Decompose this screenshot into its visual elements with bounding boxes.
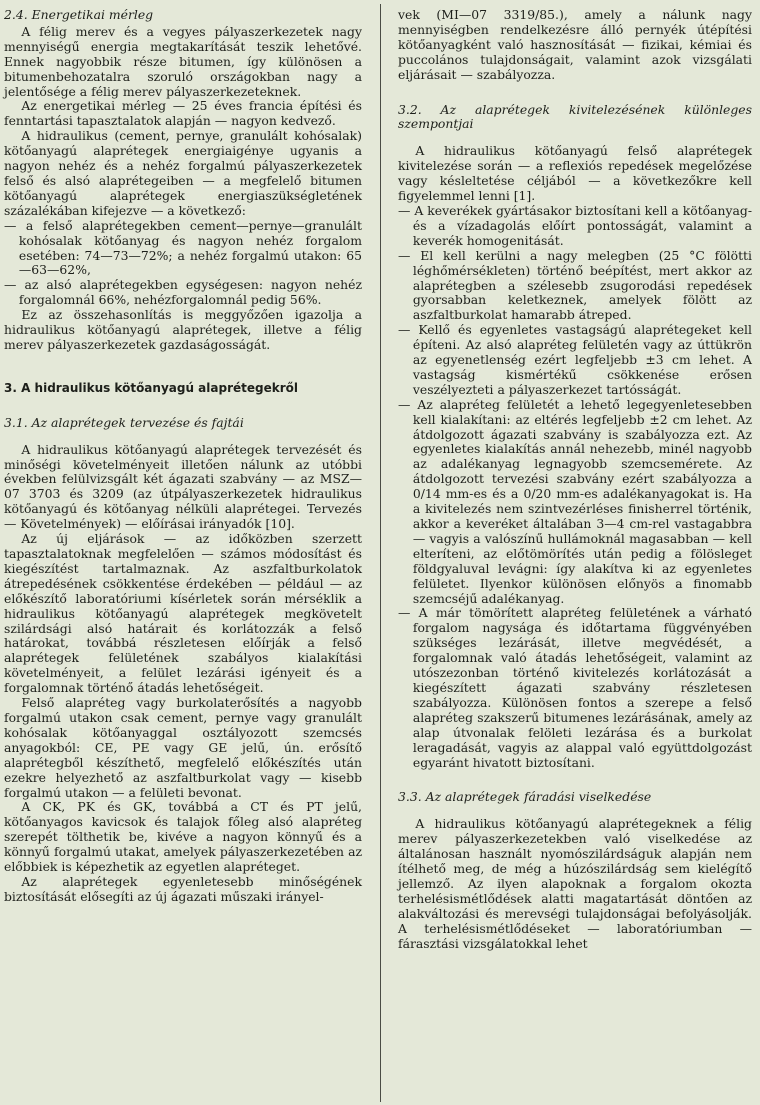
paragraph: A CK, PK és GK, továbbá a CT és PT jelű, kötőanyagos kavicsok és talajok főleg alsó alapréteg szerepét tölthetik be, kivéve a nagyon könnyű és a könnyű forgalmú utakat, amelyek pályaszerkezetében az előbbiek is képezhetik az egyetlen alapréteget. — [4, 799, 362, 875]
paragraph: Az alaprétegek egyenletesebb minőségének biztosítását elősegíti az új ágazati műszaki irányel- — [4, 873, 362, 904]
paragraph: A hidraulikus kötőanyagú alaprétegeknek a félig merev pályaszerkezetekben való viselkedése az általánosan használt nyomószilárdságuk alapján nem ítélhető meg, de még a húzószilárdság sem kielégítő jellemző. Az ilyen alapoknak a forgalom okozta terhelésismétlődések alatti magatartását döntően az alakváltozási és merevségi tulajdonságai befolyásolják. A terhelésismétlődéseket — laboratóriumban — fárasztási vizsgálatokkal lehet — [398, 816, 752, 951]
heading-3-1: 3.1. Az alaprétegek tervezése és fajtái — [4, 414, 244, 430]
dash-item: — Kellő és egyenletes vastagságú alaprétegeket kell építeni. Az alsó alapréteg felületén vagy az úttükrön az egyenetlenség ezért legfeljebb ±3 cm lehet. A vastagság kismértékű csökkenése erősen veszélyezteti a pályaszerkezet tartósságát. — [398, 322, 752, 397]
left-column — [4, 8, 362, 905]
paragraph: A félig merev és a vegyes pályaszerkezetek nagy mennyiségű energia megtakarítását teszik lehetővé. Ennek nagyobbik része bitumen, így különösen a bitumenbehozatalra szoruló országokban nagy a jelentősége a félig merev pályaszerkezeteknek. — [4, 23, 362, 99]
dash-item: — az alsó alaprétegekben egységesen: nagyon nehéz forgalomnál 66%, nehézforgalomnál pedig 56%. — [4, 277, 362, 308]
heading-3: 3. A hidraulikus kötőanyagú alaprétegekről — [4, 380, 298, 395]
paragraph: A hidraulikus (cement, pernye, granulált kohósalak) kötőanyagú alaprétegek energiaigénye ugyanis a nagyon nehéz és a nehéz forgalmú pályaszerkezetek felső és alsó alaprétegeiben — a megfelelő bitumen kötőanyagú alaprétegek energiaszükségletének százalékában kifejezve — a következő: — [4, 128, 362, 218]
heading-2-4: 2.4. Energetikai mérleg — [4, 7, 154, 22]
dash-item: — Az alapréteg felületét a lehető legegyenletesebben kell kialakítani: az eltérés legfeljebb ±2 cm lehet. Az átdolgozott ágazati szabvány is szabályozza ezt. Az egyenletes kialakítás annál nehezebb, minél nagyobb az adalékanyag legnagyobb szemcsemérete. Az átdolgozott tervezési szabvány ezért szabályozza a 0/14 mm-es és a 0/20 mm-es adalékanyagokat is. Ha a kivitelezés nem szintvezérléses finisherrel történik, akkor a keveréket általában 3—4 cm-rel vastagabbra — vagyis a valószínű hullámoknál magasabban — kell elteríteni, az előtömörítés után pedig a fölösleget földgyaluval levágni: így alakítva ki az egyenletes felületet. Ilyenkor különösen előnyös a finomabb szemcséjű adalékanyag. — [398, 396, 752, 606]
paragraph: Az energetikai mérleg — 25 éves francia építési és fenntartási tapasztalatok alapján — nagyon kedvező. — [4, 98, 362, 129]
paragraph: Az új eljárások — az időközben szerzett tapasztalatoknak megfelelően — számos módosítást és kiegészítést tartalmaznak. Az aszfaltburkolatok átrepedésének csökkentése érdekében — például — az előkészítő laboratóriumi kísérletek során mérséklik a hidraulikus kötőanyagú alaprétegek megkövetelt szilárdsági alsó határait és korlátozzák a felső határokat, továbbá részletesen előírják a felső alaprétegek felületének szabályos kialakítási követelményeit, a felület lezárási igényeit és a forgalomnak történő átadás lehetőségeit. — [4, 531, 362, 696]
right-column — [398, 8, 752, 951]
dash-item: — El kell kerülni a nagy melegben (25 °C fölötti léghőmérsékleten) történő beépítést, mert akkor az alaprétegben a szélesebb zsugorodási repedések gyorsabban keletkeznek, amelyek fölött az aszfaltburkolat hamarabb átreped. — [398, 247, 752, 323]
heading-3-3: 3.3. Az alaprétegek fáradási viselkedése — [398, 789, 652, 805]
paragraph: A hidraulikus kötőanyagú felső alaprétegek kivitelezése során — a reflexiós repedések megelőzése vagy késleltetése céljából — a következőkre kell figyelemmel lenni [1]. — [398, 143, 752, 204]
column-divider — [380, 4, 381, 1102]
dash-item: — A már tömörített alapréteg felületének a várható forgalom nagysága és időtartama függvényében szükséges lezárását, illetve megvédését, a forgalomnak való átadás lehetőségeit, valamint az utószezonban történő kivitelezés korlátozását a kiegészített ágazati szabvány részletesen szabályozza. Különösen fontos a szerepe a felső alapréteg szakszerű bitumenes lezárásának, amely az alap útvonalak felöleti lezárása és a burkolat leragadását, vagyis az alappal való együttdolgozást egyaránt hivatott biztosítani. — [398, 605, 752, 770]
dash-item: — A keverékek gyártásakor biztosítani kell a kötőanyag- és a vízadagolás előírt pontosságát, valamint a keverék homogenitását. — [398, 202, 752, 248]
paragraph: A hidraulikus kötőanyagú alaprétegek tervezését és minőségi követelményeit illetően nálunk az utóbbi években felülvizsgált két ágazati szabvány — az MSZ—07 3703 és 3209 (az útpályaszerkezetek hidraulikus kötőanyagú és kötőanyag nélküli alaprétegei. Tervezés — Követelmények) — előírásai irányadók [10]. — [4, 441, 362, 532]
dash-item: — a felső alaprétegekben cement—pernye—granulált kohósalak kötőanyag és nagyon nehéz forgalom esetében: 74—73—72%; a nehéz forgalmú utakon: 65—63—62%, — [4, 217, 362, 278]
paragraph: Felső alapréteg vagy burkolaterősítés a nagyobb forgalmú utakon csak cement, pernye vagy granulált kohósalak kötőanyaggal osztályozott szemcsés anyagokból: CE, PE vagy GE jelű, ún. erősítő alaprétegből készíthető, megfelelő előkészítés után ezekre helyezhető az aszfaltburkolat vagy — kisebb forgalmú utakon — a felületi bevonat. — [4, 695, 362, 800]
heading-3-2: 3.2. Az alaprétegek kivitelezésének különleges szempontjai — [398, 101, 752, 132]
paragraph: vek (MI—07 3319/85.), amely a nálunk nagy mennyiségben rendelkezésre álló pernyék útépítési kötőanyagként való hasznosítását — fizikai, kémiai és puccolános tulajdonságait, valamint azok vizsgálati eljárásait — szabályozza. — [398, 7, 752, 82]
paragraph: Ez az összehasonlítás is meggyőzően igazolja a hidraulikus kötőanyagú alaprétegek, illetve a félig merev pályaszerkezetek gazdaságosságát. — [4, 307, 362, 352]
